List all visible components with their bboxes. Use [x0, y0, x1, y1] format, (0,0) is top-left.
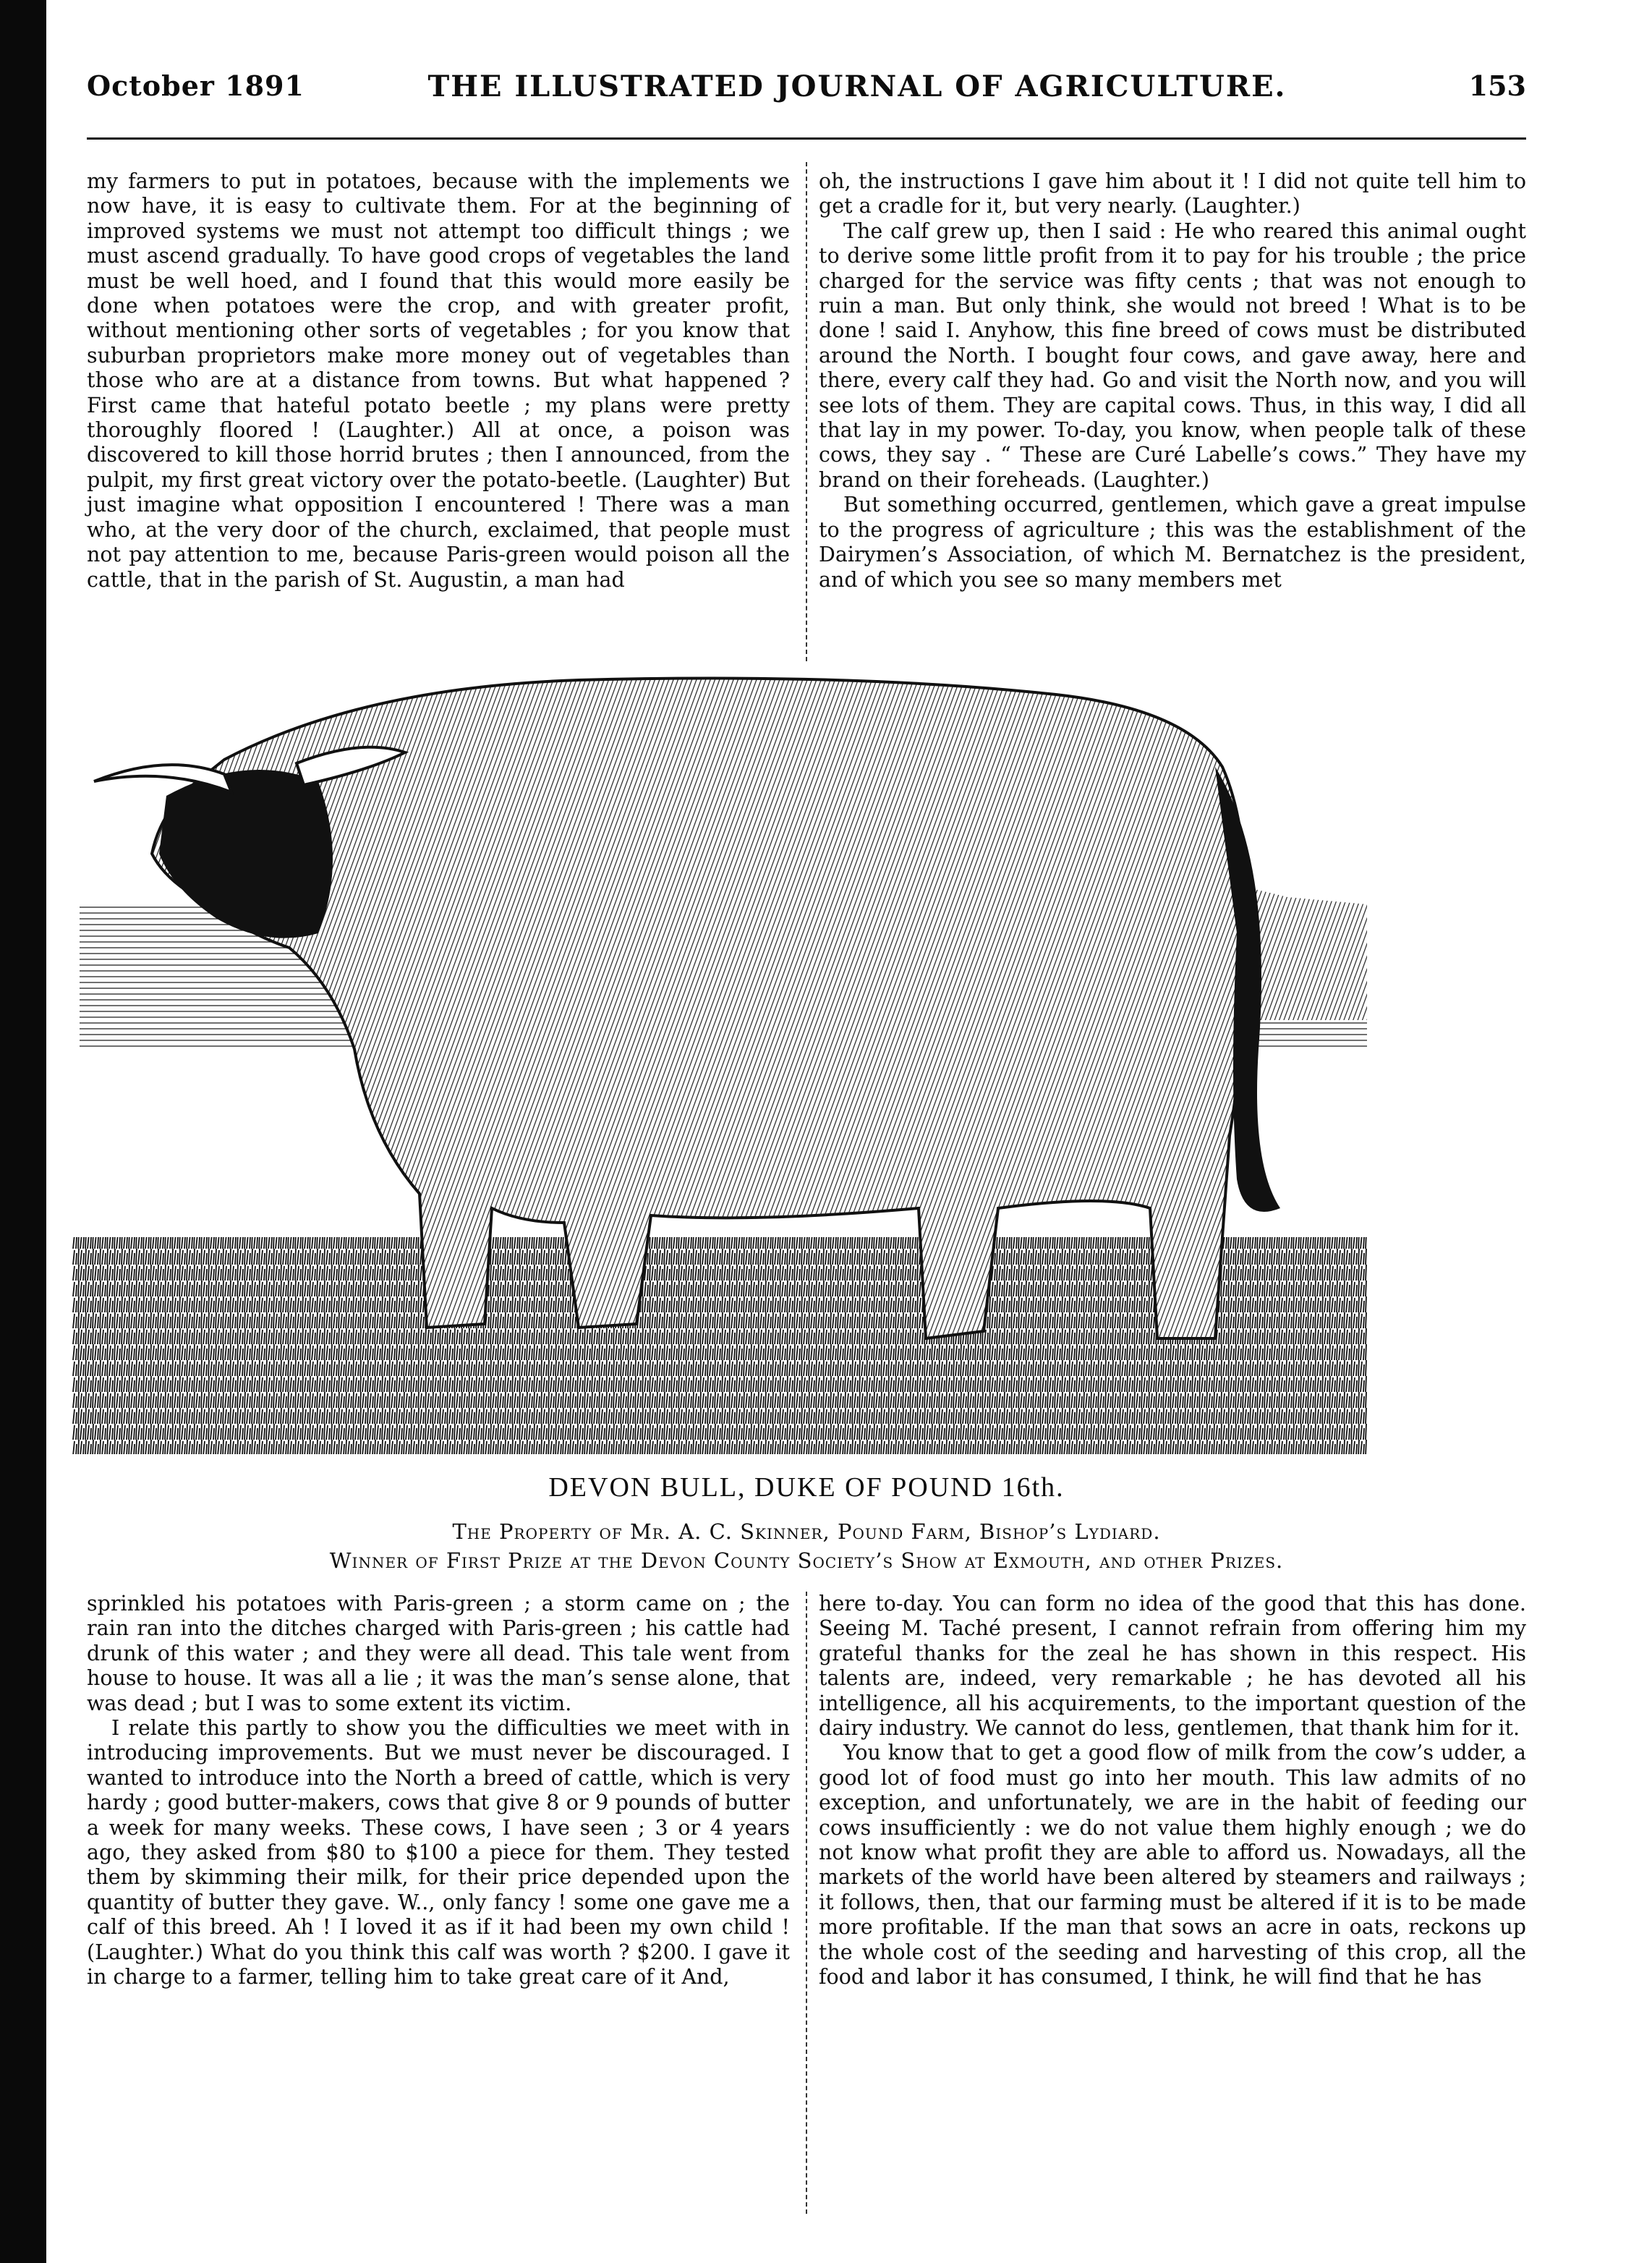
paragraph: sprinkled his potatoes with Paris-green ; a storm came on ; the rain ran into the ditches charged with Paris-green ; his cattle had drunk of this water ; and they were all dead. This tale went from house to house. It was all a lie ; it was the man’s sense alone, that was dead ; but I was to some extent its victim. [87, 1592, 790, 1715]
paragraph: oh, the instructions I gave him about it ! I did not quite tell him to get a cradle for it, but very nearly. (Laughter.) [819, 169, 1526, 218]
paragraph: my farmers to put in potatoes, because with the implements we now have, it is easy to cultivate them. For at the beginning of improved systems we must not attempt too difficult things ; we must ascend gradually. To have good crops of vegetables the land must be well hoed, and I found that this would more easily be done when potatoes were the crop, and with greater profit, without mentioning other sorts of vegetables ; for you know that suburban proprietors make more money out of vegetables than those who are at a distance from towns. But what happened ? First came that hateful potato beetle ; my plans were pretty thoroughly floored ! (Laughter.) All at once, a poison was discovered to kill those horrid brutes ; then I announced, from the pulpit, my first great victory over the potato-beetle. (Laughter) But just imagine what opposition I encountered ! There was a man who, at the very door of the church, exclaimed, that people must not pay attention to me, because Paris-green would poison all the cattle, that in the parish of St. Augustin, a man had [87, 169, 790, 592]
bottom-text-block [87, 1592, 1526, 2228]
column-divider [806, 162, 807, 661]
paragraph: The calf grew up, then I said : He who reared this animal ought to derive some little profit from it to pay for his trouble ; the price charged for the service was fifty cents ; that was not enough to ruin a man. But only think, she would not breed ! What is to be done ! said I. Anyhow, this fine breed of cows must be distributed around the North. I bought four cows, and gave away, here and there, every calf they had. Go and visit the North now, and you will see lots of them. They are capital cows. Thus, in this way, I did all that lay in my power. To-day, you know, when people talk of these cows, they say . “ These are Curé Labelle’s cows.” They have my brand on their foreheads. (Laughter.) [819, 218, 1526, 492]
journal-page [87, 69, 1526, 592]
top-text-block [87, 169, 1526, 676]
header-rule [87, 137, 1526, 140]
book-spine-shadow [0, 0, 46, 2263]
illustration-owner-line: The Property of Mr. A. C. Skinner, Pound Farm, Bishop’s Lydiard. [452, 1519, 1161, 1544]
illustration-title: DEVON BULL, DUKE OF POUND 16th. [548, 1472, 1065, 1503]
issue-date: October 1891 [87, 69, 305, 102]
illustration-prize-line: Winner of First Prize at the Devon County Society’s Show at Exmouth, and other Prizes. [329, 1548, 1284, 1573]
running-header [87, 69, 1526, 120]
paragraph: here to-day. You can form no idea of the good that this has done. Seeing M. Taché present, I cannot refrain from offering him my grateful thanks for the zeal he has shown in this respect. His talents are, indeed, very remarkable ; he has devoted all his intelligence, all his acquirements, to the important question of the dairy industry. We cannot do less, gentlemen, that thank him for it. [819, 1592, 1526, 1741]
journal-title: THE ILLUSTRATED JOURNAL OF AGRICULTURE. [427, 69, 1287, 103]
paragraph: You know that to get a good flow of milk from the cow’s udder, a good lot of food must go into her mouth. This law admits of no exception, and unfortunately, we are in the habit of feeding our cows insufficiently : we do not value them highly enough ; we do not know what profit they are able to afford us. Nowadays, all the markets of the world have been altered by steamers and railways ; it follows, then, that our farming must be altered if it is to be made more profitable. If the man that sows an acre in oats, reckons up the whole cost of the seeding and harvesting of this crop, all the food and labor it has consumed, I think, he will find that he has [819, 1741, 1526, 1990]
top-right-column [819, 169, 1526, 593]
bottom-right-column [819, 1592, 1526, 1990]
bull-engraving [58, 644, 1381, 1461]
page-number: 153 [1468, 69, 1526, 102]
top-left-column [87, 169, 790, 593]
paragraph: But something occurred, gentlemen, which gave a great impulse to the progress of agriculture ; this was the establishment of the Dairymen’s Association, of which M. Bernatchez is the president, and of which you see so many members met [819, 493, 1526, 592]
paragraph: I relate this partly to show you the difficulties we meet with in introducing improvements. But we must never be discouraged. I wanted to introduce into the North a breed of cattle, which is very hardy ; good butter-makers, cows that give 8 or 9 pounds of butter a week for many weeks. These cows, I have seen ; 3 or 4 years ago, they asked from $80 to $100 a piece for them. They tested them by skimming their milk, for their price depended upon the quantity of butter they gave. W.., only fancy ! some one gave me a calf of this breed. Ah ! I loved it as if it had been my own child ! (Laughter.) What do you think this calf was worth ? $200. I gave it in charge to a farmer, telling him to take great care of it And, [87, 1716, 790, 1990]
column-divider [806, 1592, 807, 2214]
bottom-left-column [87, 1592, 790, 1990]
